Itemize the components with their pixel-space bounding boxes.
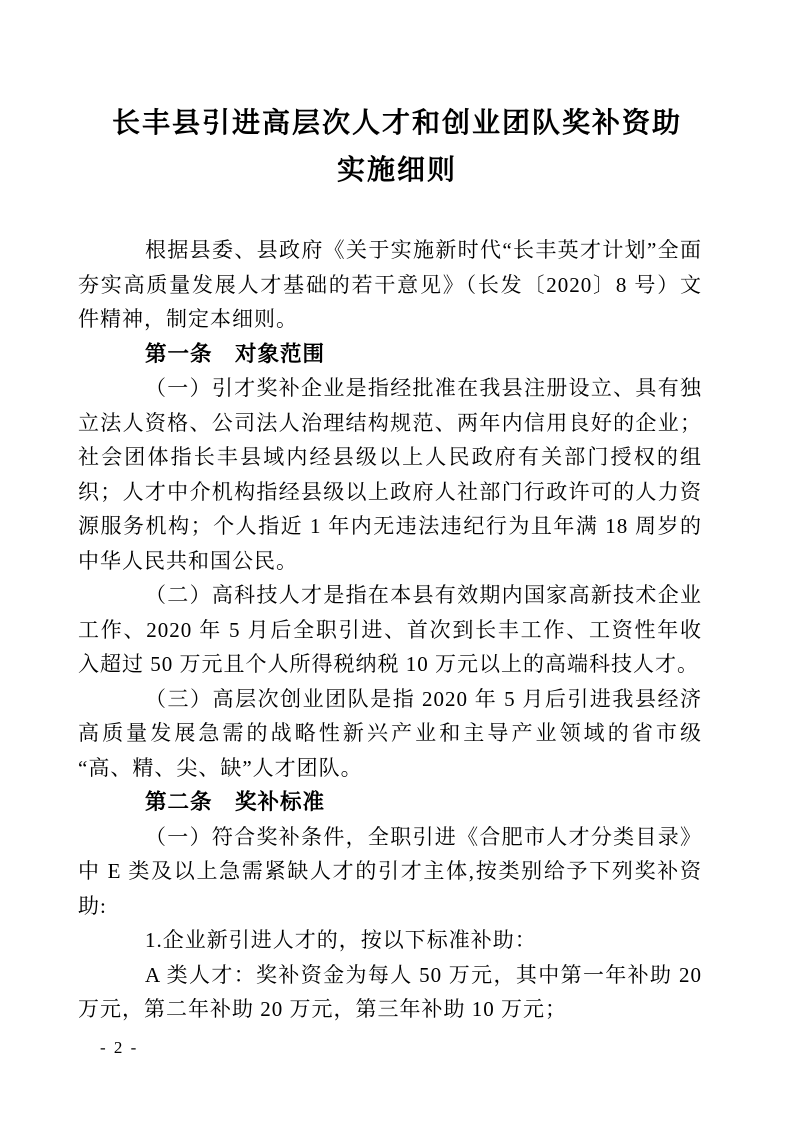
article-1-heading: 第一条 对象范围 [145, 341, 326, 366]
document-body [78, 233, 702, 1027]
article-2-item-3: A 类人才：奖补资金为每人 50 万元，其中第一年补助 20 万元，第二年补助 20 万元，第三年补助 10 万元； [78, 962, 702, 1021]
intro-paragraph: 根据县委、县政府《关于实施新时代“长丰英才计划”全面夯实高质量发展人才基础的若干意见》（长发〔2020〕8 号）文件精神，制定本细则。 [78, 238, 702, 331]
article-1-item-2: （二）高科技人才是指在本县有效期内国家高新技术企业工作、2020 年 5 月后全职引进、首次到长丰工作、工资性年收入超过 50 万元且个人所得税纳税 10 万元以上的高端科技人才。 [78, 583, 702, 676]
document-title-line1: 长丰县引进高层次人才和创业团队奖补资助 [111, 108, 682, 139]
article-1-item-1: （一）引才奖补企业是指经批准在我县注册设立、具有独立法人资格、公司法人治理结构规范、两年内信用良好的企业；社会团体指长丰县域内经县级以上人民政府有关部门授权的组织；人才中介机构指经县级以上政府人社部门行政许可的人力资源服务机构；个人指近 1 年内无违法违纪行为且年满 18 周岁的中华人民共和国公民。 [78, 376, 702, 573]
document-title [0, 100, 794, 194]
document-title-line2: 实施细则 [336, 155, 457, 186]
article-2-item-1: （一）符合奖补条件，全职引进《合肥市人才分类目录》中 E 类及以上急需紧缺人才的引才主体,按类别给予下列奖补资助: [78, 824, 702, 918]
article-1-item-3: （三）高层次创业团队是指 2020 年 5 月后引进我县经济高质量发展急需的战略性新兴产业和主导产业领域的省市级“高、精、尖、缺”人才团队。 [78, 686, 702, 780]
page-number: - 2 - [100, 1038, 139, 1057]
article-2-heading: 第二条 奖补标准 [145, 790, 326, 814]
article-2-item-2: 1.企业新引进人才的，按以下标准补助： [145, 928, 537, 952]
